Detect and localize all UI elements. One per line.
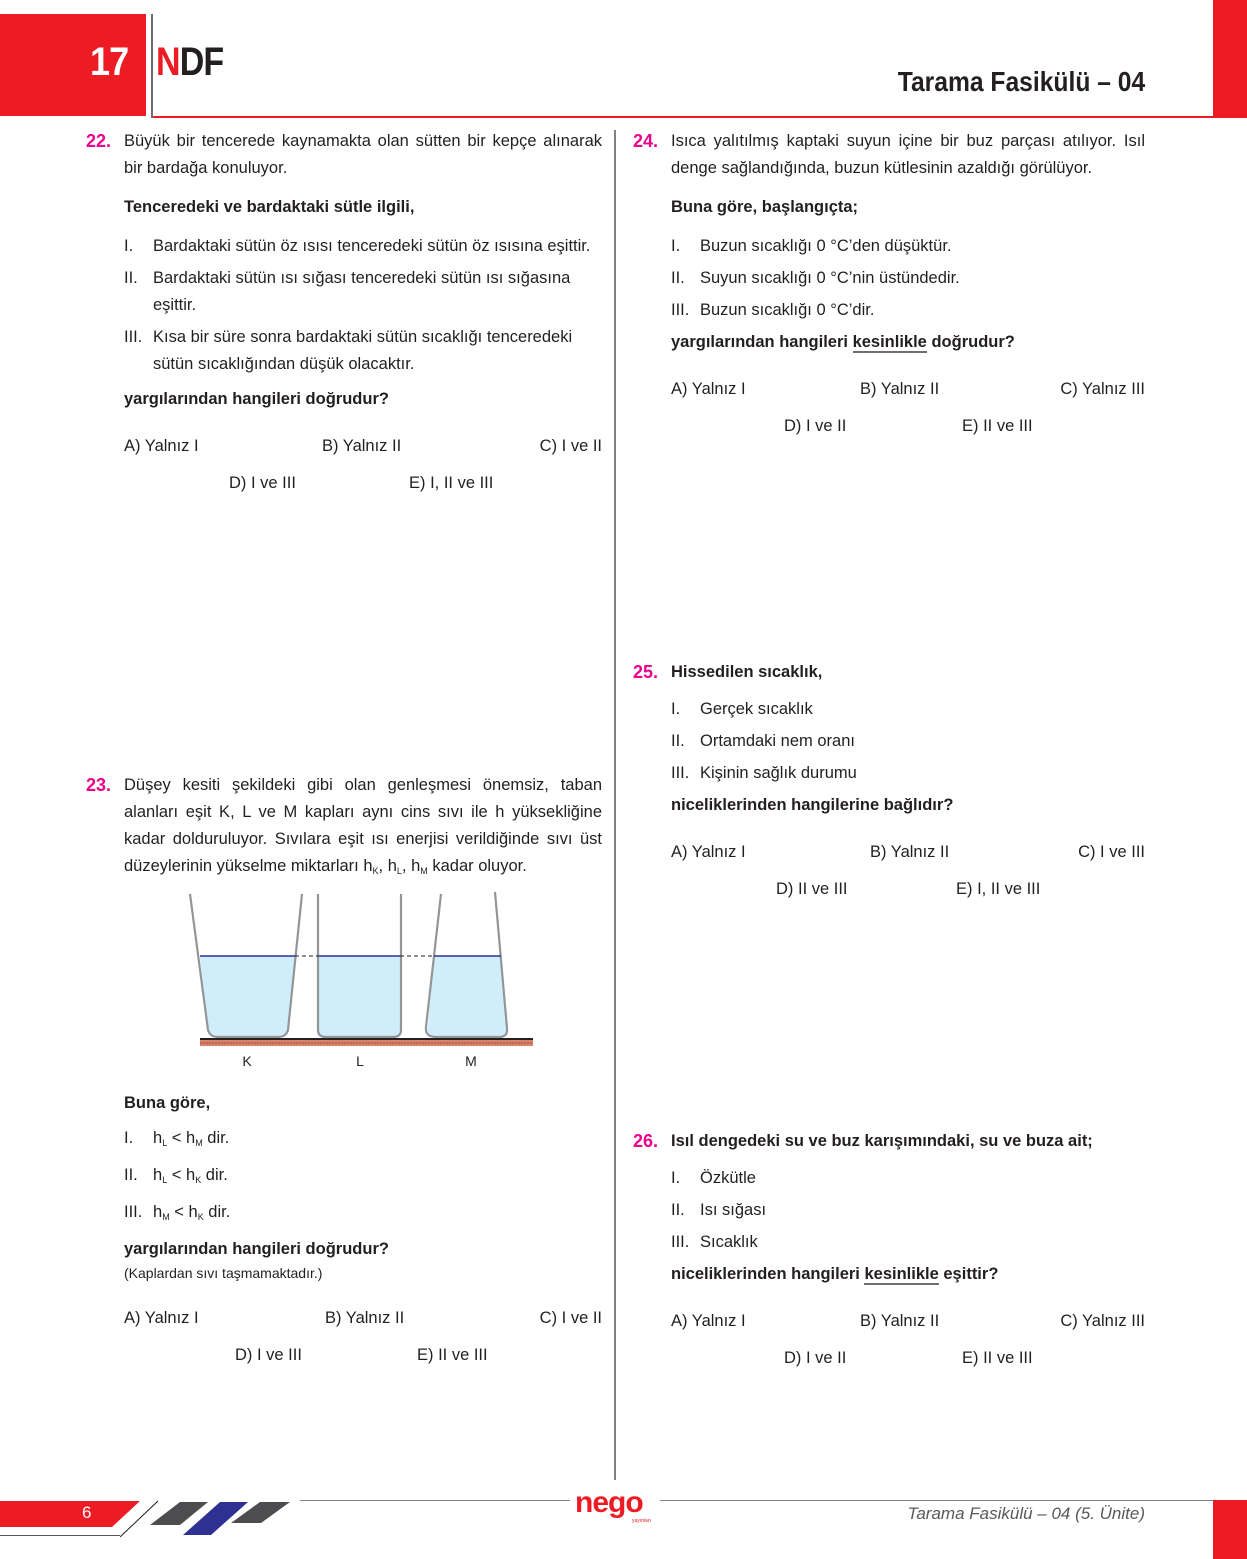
statement-text: Kişinin sağlık durumu — [700, 764, 857, 782]
roman-numeral: II. — [124, 269, 138, 287]
question-stem: Isıl dengedeki su ve buz karışımındaki, su ve buza ait; — [671, 1132, 1093, 1150]
option-a[interactable]: A) Yalnız I — [671, 1312, 746, 1330]
tail: dir. — [202, 1129, 230, 1147]
header-title: Tarama Fasikülü – 04 — [897, 66, 1145, 97]
option-e[interactable]: E) II ve III — [962, 417, 1033, 435]
statement-text: Sıcaklık — [700, 1233, 758, 1251]
question-prompt — [671, 1261, 1145, 1288]
roman-numeral: II. — [671, 1201, 685, 1219]
roman-numeral: III. — [671, 301, 690, 319]
option-b[interactable]: B) Yalnız II — [322, 437, 402, 455]
question-stem: Tenceredeki ve bardaktaki sütle ilgili, — [124, 198, 415, 216]
option-e[interactable]: E) II ve III — [417, 1346, 488, 1364]
question-stem: Buna göre, başlangıçta; — [671, 198, 859, 216]
option-b[interactable]: B) Yalnız II — [860, 1312, 940, 1330]
statement-text: Isı sığası — [700, 1201, 767, 1219]
statement-item — [124, 233, 602, 260]
statement-item — [671, 265, 1145, 292]
option-d[interactable]: D) I ve II — [784, 1349, 847, 1367]
roman-numeral: II. — [124, 1166, 138, 1184]
tail: dir. — [203, 1203, 231, 1221]
statement-item — [124, 1199, 602, 1231]
container-figure — [180, 880, 550, 1075]
subscript: M — [420, 866, 428, 876]
prompt-part: eşittir? — [938, 1265, 999, 1283]
statement-item — [671, 728, 1145, 755]
subscript: L — [162, 1175, 168, 1185]
emphasis-underlined: kesinlikle — [852, 333, 927, 351]
option-a[interactable]: A) Yalnız I — [124, 437, 199, 455]
answer-options — [671, 1308, 1145, 1384]
column-divider — [614, 130, 616, 1480]
footer-base-line — [0, 1535, 120, 1536]
question-text: Büyük bir tencerede kaynamakta olan sütten bir kepçe alınarak bir bardağa konuluyor. — [124, 132, 602, 177]
question-25 — [633, 659, 1145, 915]
var: h — [186, 1166, 196, 1184]
text-part: Düşey kesiti şekildeki gibi olan genleşmesi önemsiz, taban alanları eşit K, L ve M kapları aynı cins sıvı ile h yüksekliğine kadar dolduruluyor. Sıvılara eşit ısı enerjisi verildiğinde sıvı üst düzeylerinin yükselme miktarları h — [124, 776, 602, 875]
prompt-part: yargılarından hangileri — [671, 333, 853, 351]
var: h — [153, 1203, 163, 1221]
option-e[interactable]: E) I, II ve III — [956, 880, 1041, 898]
stripe-line — [120, 1501, 158, 1537]
statement-item — [124, 1125, 602, 1157]
table-top-line — [200, 1038, 533, 1040]
option-c[interactable]: C) Yalnız III — [1060, 1312, 1145, 1330]
option-c[interactable]: C) I ve II — [539, 437, 602, 455]
statement-text: Bardaktaki sütün öz ısısı tenceredeki sütün öz ısısına eşittir. — [153, 237, 591, 255]
header-divider — [151, 14, 153, 118]
statement-list — [124, 233, 602, 378]
footer-corner-tab — [1213, 1500, 1247, 1559]
var: h — [153, 1129, 163, 1147]
brand-letters-rest: DF — [179, 40, 224, 84]
statement-text: Gerçek sıcaklık — [700, 700, 813, 718]
text-part: , h — [401, 857, 421, 875]
question-number: 23. — [86, 775, 112, 795]
var: h — [153, 1166, 163, 1184]
statement-text: Kısa bir süre sonra bardaktaki sütün sıcaklığı tenceredeki sütün sıcaklığından düşük olacaktır. — [153, 328, 573, 373]
answer-options — [671, 839, 1145, 915]
roman-numeral: I. — [124, 237, 134, 255]
option-d[interactable]: D) I ve II — [784, 417, 847, 435]
prompt-part: doğrudur? — [926, 333, 1015, 351]
footer-stripes-icon — [120, 1500, 300, 1538]
question-prompt: niceliklerinden hangilerine bağlıdır? — [671, 796, 954, 814]
option-b[interactable]: B) Yalnız II — [860, 380, 940, 398]
label-k: K — [242, 1053, 252, 1069]
header-brand-logo — [156, 40, 223, 85]
question-note: (Kaplardan sıvı taşmamaktadır.) — [124, 1265, 323, 1281]
header-rule — [153, 116, 1213, 118]
subscript: K — [372, 866, 379, 876]
var: h — [186, 1129, 196, 1147]
label-l: L — [356, 1053, 364, 1069]
operator: < — [167, 1129, 187, 1147]
statement-item — [124, 324, 602, 378]
label-m: M — [465, 1053, 477, 1069]
question-number: 24. — [633, 131, 659, 151]
subscript: K — [195, 1175, 202, 1185]
statement-list — [671, 696, 1145, 787]
question-22 — [86, 128, 602, 509]
option-d[interactable]: D) II ve III — [776, 880, 848, 898]
text-part: kadar oluyor. — [427, 857, 527, 875]
page-number: 6 — [82, 1503, 92, 1522]
statement-item — [671, 696, 1145, 723]
question-prompt: yargılarından hangileri doğrudur? — [124, 390, 389, 408]
statement-item — [671, 760, 1145, 787]
statement-text: Suyun sıcaklığı 0 °C’nin üstündedir. — [700, 269, 960, 287]
roman-numeral: I. — [671, 700, 681, 718]
question-stem: Hissedilen sıcaklık, — [671, 663, 823, 681]
answer-options — [124, 433, 602, 509]
statement-text: Ortamdaki nem oranı — [700, 732, 855, 750]
question-number: 25. — [633, 662, 659, 682]
footer-rule — [300, 1500, 570, 1501]
prompt-part: niceliklerinden hangileri — [671, 1265, 865, 1283]
header-corner-tab — [1213, 0, 1247, 118]
answer-options — [671, 376, 1145, 452]
question-26 — [633, 1128, 1145, 1384]
statement-item — [671, 297, 1145, 324]
statement-item — [671, 1165, 1145, 1192]
question-24 — [633, 128, 1145, 452]
option-c[interactable]: C) I ve III — [1078, 843, 1145, 861]
roman-numeral: III. — [124, 328, 143, 346]
container-m-liquid — [428, 956, 507, 1036]
roman-numeral: I. — [671, 1169, 681, 1187]
statement-item — [671, 1197, 1145, 1224]
roman-numeral: II. — [671, 732, 685, 750]
option-d[interactable]: D) I ve III — [235, 1346, 302, 1364]
subscript: L — [396, 866, 402, 876]
question-prompt — [671, 329, 1145, 356]
subscript: M — [162, 1212, 170, 1222]
statement-item — [671, 1229, 1145, 1256]
option-c[interactable]: C) I ve II — [539, 1309, 602, 1327]
roman-numeral: II. — [671, 269, 685, 287]
text-part: , h — [378, 857, 397, 875]
footer-title: Tarama Fasikülü – 04 (5. Ünite) — [907, 1504, 1145, 1523]
option-a[interactable]: A) Yalnız I — [671, 843, 746, 861]
option-b[interactable]: B) Yalnız II — [325, 1309, 405, 1327]
statement-text: Buzun sıcaklığı 0 °C’dir. — [700, 301, 875, 319]
var: h — [188, 1203, 198, 1221]
statement-item — [671, 233, 1145, 260]
roman-numeral: I. — [671, 237, 681, 255]
question-stem: Buna göre, — [124, 1094, 211, 1112]
subscript: M — [195, 1138, 203, 1148]
statement-text: Buzun sıcaklığı 0 °C’den düşüktür. — [700, 237, 952, 255]
option-e[interactable]: E) I, II ve III — [409, 474, 494, 492]
option-a[interactable]: A) Yalnız I — [671, 380, 746, 398]
question-prompt: yargılarından hangileri doğrudur? — [124, 1240, 389, 1258]
subscript: K — [197, 1212, 204, 1222]
roman-numeral: I. — [124, 1129, 134, 1147]
operator: < — [167, 1166, 187, 1184]
roman-numeral: III. — [124, 1203, 143, 1221]
brand-letter-n: N — [156, 40, 180, 84]
emphasis-underlined: kesinlikle — [864, 1265, 939, 1283]
option-c[interactable]: C) Yalnız III — [1060, 380, 1145, 398]
question-23 — [86, 772, 602, 885]
roman-numeral: III. — [671, 1233, 690, 1251]
question-number: 22. — [86, 131, 112, 151]
publisher-logo: nego — [575, 1486, 643, 1519]
tail: dir. — [201, 1166, 228, 1184]
footer-rule — [660, 1500, 1213, 1501]
option-e[interactable]: E) II ve III — [962, 1349, 1033, 1367]
statement-text: Özkütle — [700, 1169, 756, 1187]
operator: < — [169, 1203, 189, 1221]
subscript: L — [162, 1138, 168, 1148]
statement-list — [671, 1165, 1145, 1256]
statement-item — [124, 265, 602, 319]
header-number: 17 — [90, 40, 129, 84]
question-text — [124, 772, 602, 885]
publisher-logo-sub: yayınları — [632, 1518, 651, 1524]
container-k-liquid — [200, 956, 295, 1037]
statement-list — [124, 1125, 602, 1231]
question-text: Isıca yalıtılmış kaptaki suyun içine bir buz parçası atılıyor. Isıl denge sağlandığında, buzun kütlesinin azaldığı görülüyor. — [671, 132, 1145, 177]
statement-item — [124, 1162, 602, 1194]
question-number: 26. — [633, 1131, 659, 1151]
option-d[interactable]: D) I ve III — [229, 474, 296, 492]
statement-list — [671, 233, 1145, 324]
question-23-continued — [86, 1090, 602, 1381]
roman-numeral: III. — [671, 764, 690, 782]
answer-options — [124, 1305, 602, 1381]
statement-text: Bardaktaki sütün ısı sığası tenceredeki sütün ısı sığasına eşittir. — [153, 269, 571, 314]
option-a[interactable]: A) Yalnız I — [124, 1309, 199, 1327]
option-b[interactable]: B) Yalnız II — [870, 843, 950, 861]
footer-red-tab — [0, 1501, 140, 1527]
container-l-liquid — [319, 956, 400, 1037]
